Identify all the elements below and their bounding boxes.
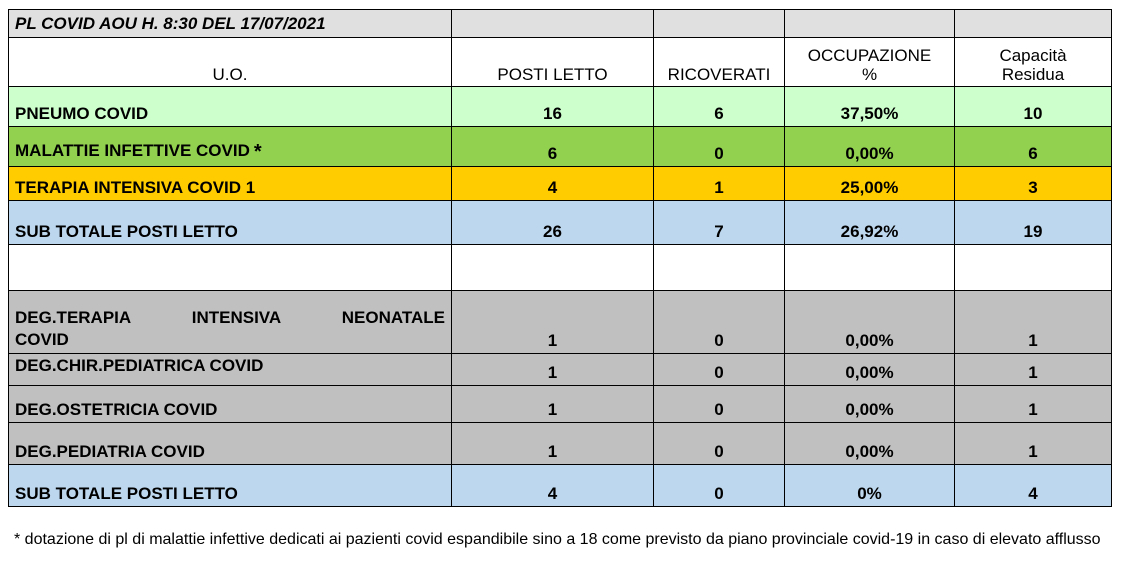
cell-occupazione: 25,00% (785, 167, 955, 201)
cell-occupazione: 0,00% (785, 291, 955, 354)
row-label-word: DEG.TERAPIA (15, 308, 132, 327)
cell-posti: 26 (452, 201, 654, 245)
title-filler (452, 10, 654, 38)
cell-occupazione: 0,00% (785, 127, 955, 167)
header-ricoverati: RICOVERATI (654, 38, 785, 87)
header-uo: U.O. (9, 38, 452, 87)
cell-ricoverati: 6 (654, 87, 785, 127)
row-label: SUB TOTALE POSTI LETTO (9, 201, 452, 245)
row-label-line2: COVID (15, 330, 69, 349)
title-filler (785, 10, 955, 38)
table-row (9, 167, 1112, 201)
cell-posti: 1 (452, 291, 654, 354)
table-row (9, 87, 1112, 127)
row-label (9, 127, 452, 167)
row-label-word: NEONATALE (341, 308, 445, 327)
cell-capacita: 10 (955, 87, 1112, 127)
subtotal-row (9, 465, 1112, 507)
cell-posti: 1 (452, 354, 654, 386)
row-label: DEG.OSTETRICIA COVID (9, 386, 452, 423)
cell-posti: 16 (452, 87, 654, 127)
title-row (9, 10, 1112, 38)
cell-occupazione: 26,92% (785, 201, 955, 245)
footnote-star: * (253, 141, 262, 163)
row-label-text: MALATTIE INFETTIVE COVID (15, 141, 250, 160)
cell-occupazione: 37,50% (785, 87, 955, 127)
title-filler (654, 10, 785, 38)
row-label (9, 291, 452, 354)
cell-occupazione: 0,00% (785, 354, 955, 386)
table-row (9, 386, 1112, 423)
header-capacita (955, 38, 1112, 87)
report-title: PL COVID AOU H. 8:30 DEL 17/07/2021 (9, 10, 452, 38)
row-label: TERAPIA INTENSIVA COVID 1 (9, 167, 452, 201)
empty-cell (9, 245, 452, 291)
row-label: PNEUMO COVID (9, 87, 452, 127)
table-row (9, 423, 1112, 465)
cell-ricoverati: 7 (654, 201, 785, 245)
cell-ricoverati: 0 (654, 354, 785, 386)
cell-posti: 4 (452, 465, 654, 507)
table-row (9, 291, 1112, 354)
empty-cell (785, 245, 955, 291)
cell-capacita: 1 (955, 386, 1112, 423)
cell-occupazione: 0% (785, 465, 955, 507)
footnote: * dotazione di pl di malattie infettive dedicati ai pazienti covid espandibile sino a 18 come previsto da piano provinciale covid-19 in caso di elevato afflusso (14, 531, 1101, 548)
header-occupazione (785, 38, 955, 87)
empty-cell (654, 245, 785, 291)
header-occupazione-line1: OCCUPAZIONE (807, 46, 932, 65)
cell-occupazione: 0,00% (785, 386, 955, 423)
table-row (9, 354, 1112, 386)
header-posti-letto: POSTI LETTO (452, 38, 654, 87)
cell-ricoverati: 0 (654, 423, 785, 465)
title-filler (955, 10, 1112, 38)
cell-occupazione: 0,00% (785, 423, 955, 465)
empty-cell (452, 245, 654, 291)
header-capacita-line1: Capacità (999, 46, 1067, 65)
cell-capacita: 1 (955, 354, 1112, 386)
row-label: DEG.CHIR.PEDIATRICA COVID (9, 354, 452, 386)
header-occupazione-line2: % (861, 65, 878, 84)
cell-capacita: 6 (955, 127, 1112, 167)
cell-ricoverati: 0 (654, 386, 785, 423)
cell-ricoverati: 0 (654, 291, 785, 354)
subtotal-row (9, 201, 1112, 245)
cell-ricoverati: 0 (654, 127, 785, 167)
header-row (9, 38, 1112, 87)
empty-cell (955, 245, 1112, 291)
row-label: SUB TOTALE POSTI LETTO (9, 465, 452, 507)
covid-beds-table (8, 9, 1112, 507)
cell-capacita: 4 (955, 465, 1112, 507)
cell-posti: 1 (452, 423, 654, 465)
cell-ricoverati: 0 (654, 465, 785, 507)
cell-posti: 4 (452, 167, 654, 201)
cell-posti: 6 (452, 127, 654, 167)
table-row (9, 127, 1112, 167)
cell-capacita: 1 (955, 291, 1112, 354)
row-label-word: INTENSIVA (191, 308, 282, 327)
cell-capacita: 3 (955, 167, 1112, 201)
row-label-line1 (15, 307, 445, 329)
cell-capacita: 1 (955, 423, 1112, 465)
cell-posti: 1 (452, 386, 654, 423)
row-label: DEG.PEDIATRIA COVID (9, 423, 452, 465)
spacer-row (9, 245, 1112, 291)
header-capacita-line2: Residua (1001, 65, 1065, 84)
cell-ricoverati: 1 (654, 167, 785, 201)
cell-capacita: 19 (955, 201, 1112, 245)
